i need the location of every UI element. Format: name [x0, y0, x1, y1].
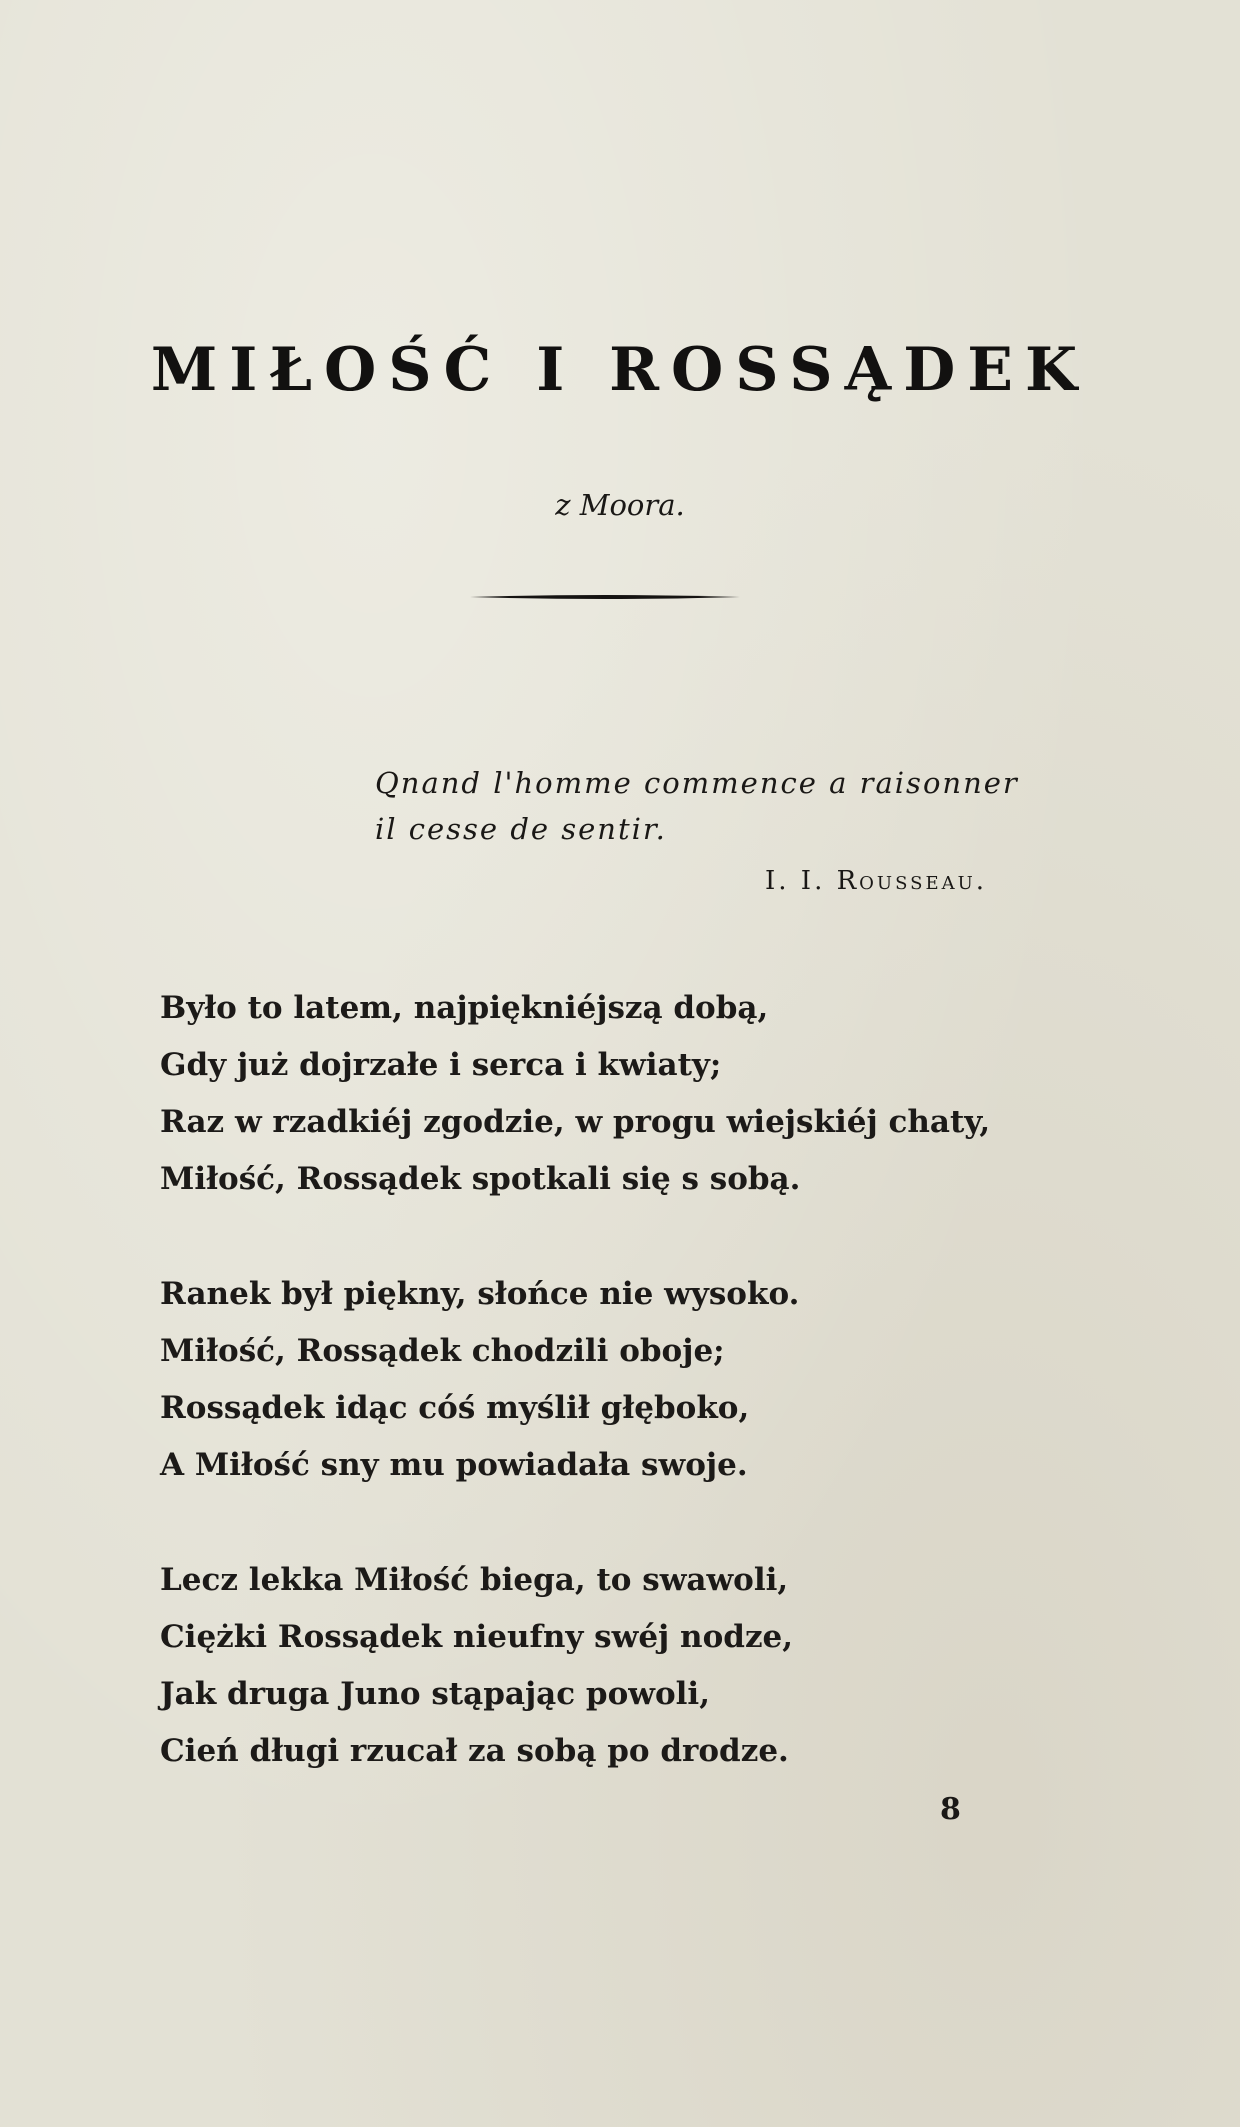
verse-line: Ciężki Rossądek nieufny swéj nodze, — [160, 1619, 794, 1655]
ornamental-rule — [470, 594, 740, 600]
epigraph-author: I. I. Rousseau. — [765, 866, 988, 896]
verse-line: Miłość, Rossądek spotkali się s sobą. — [160, 1161, 801, 1197]
stanza — [160, 1552, 1100, 1780]
verse-line: Raz w rzadkiéj zgodzie, w progu wiejskiéj chaty, — [160, 1104, 991, 1140]
verse-line: Gdy już dojrzałe i serca i kwiaty; — [160, 1047, 722, 1083]
verse-line: Było to latem, najpiękniéjszą dobą, — [160, 990, 769, 1026]
poem-title: MIŁOŚĆ I ROSSĄDEK — [150, 335, 1090, 405]
epigraph-line: Qnand l'homme commence a raisonner — [375, 766, 1019, 800]
epigraph — [375, 760, 1135, 852]
verse-line: Jak druga Juno stąpając powoli, — [160, 1676, 710, 1712]
verse-line: Lecz lekka Miłość biega, to swawoli, — [160, 1562, 789, 1598]
poem-subtitle: z Moora. — [555, 488, 685, 522]
verse-line: Cień długi rzucał za sobą po drodze. — [160, 1733, 789, 1769]
stanza — [160, 1266, 1100, 1494]
verse-line: Rossądek idąc cóś myślił głęboko, — [160, 1390, 750, 1426]
signature-mark: 8 — [940, 1792, 961, 1827]
verse-line: Ranek był piękny, słońce nie wysoko. — [160, 1276, 800, 1312]
stanza — [160, 980, 1100, 1208]
verse-line: A Miłość sny mu powiadała swoje. — [160, 1447, 748, 1483]
epigraph-line: il cesse de sentir. — [375, 812, 667, 846]
verse-line: Miłość, Rossądek chodzili oboje; — [160, 1333, 725, 1369]
